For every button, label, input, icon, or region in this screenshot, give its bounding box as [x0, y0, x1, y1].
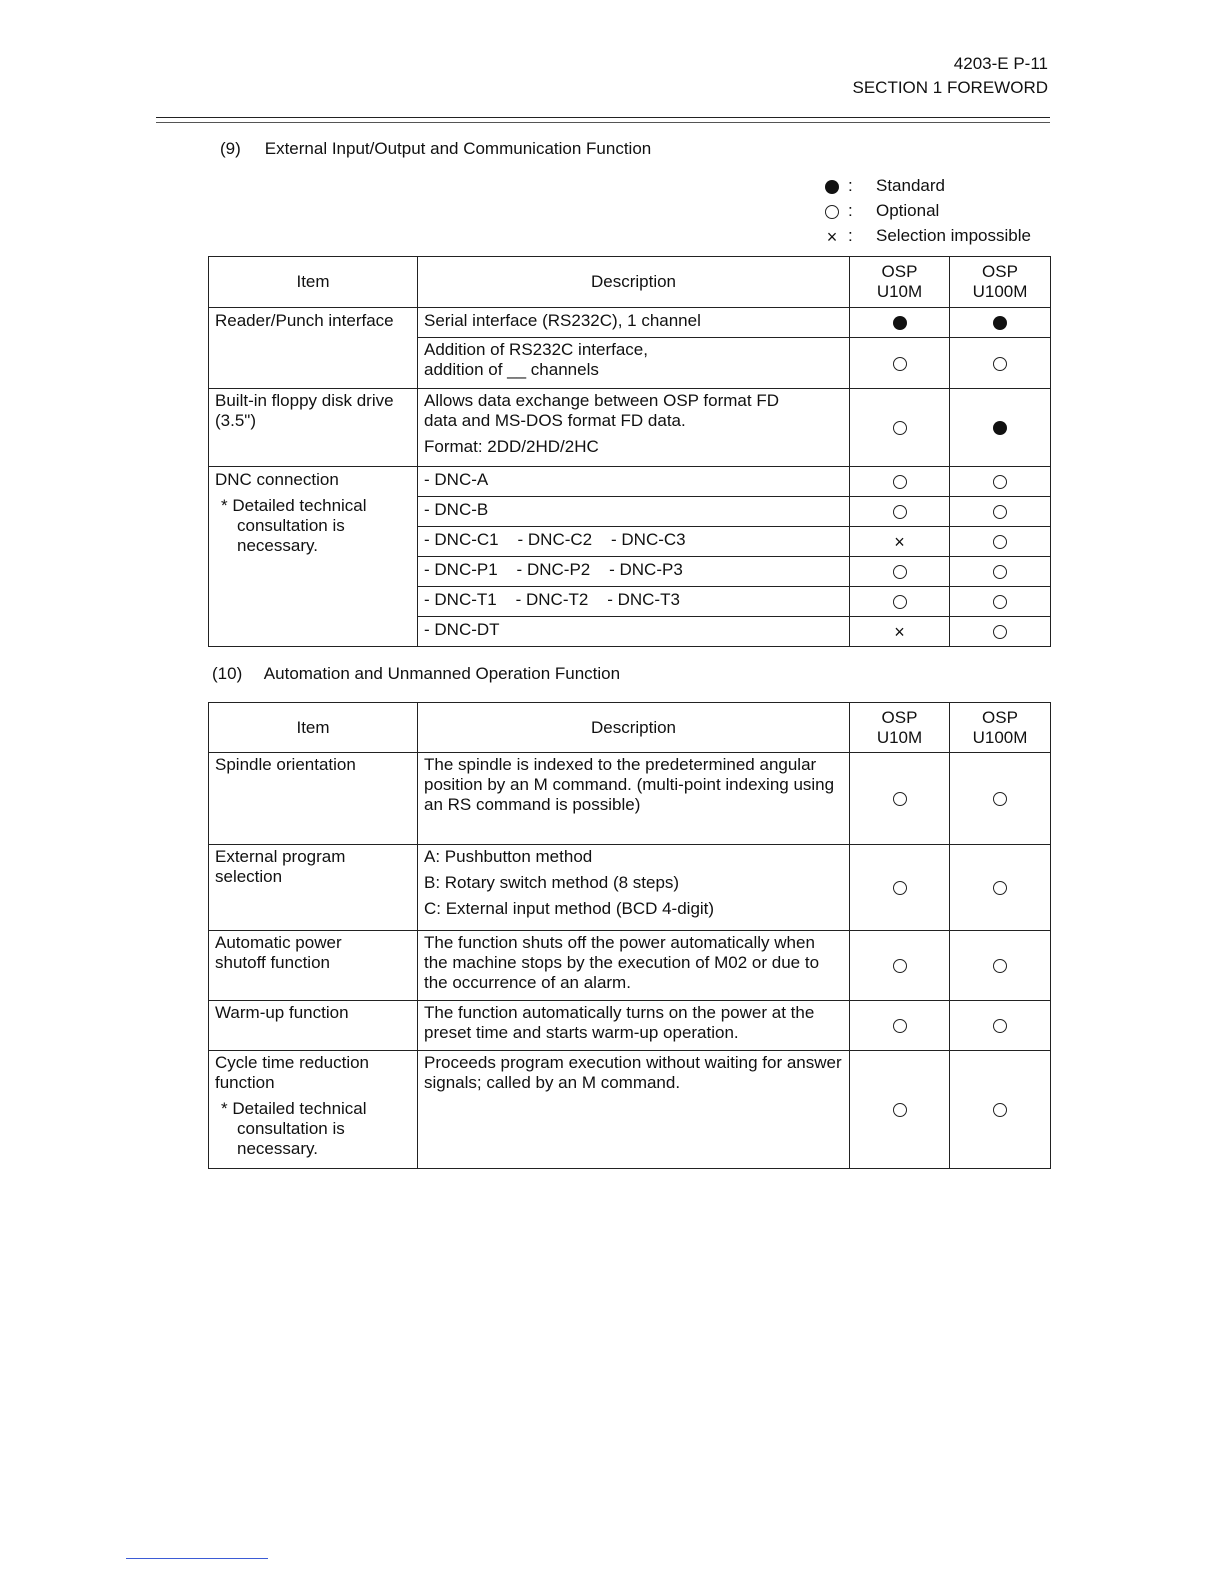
u100m-cell [950, 527, 1051, 557]
table-row [209, 467, 1051, 497]
description-cell: The function automatically turns on the power at the preset time and starts warm-up operation. [418, 1001, 850, 1051]
technical-note: * Detailed technical consultation is necessary. [221, 1099, 367, 1158]
open-circle-icon [893, 1019, 907, 1033]
x-mark-icon: × [894, 622, 905, 643]
table-header-row [209, 703, 1051, 753]
filled-circle-icon [993, 316, 1007, 330]
open-circle-icon [893, 959, 907, 973]
automation-table [208, 702, 1051, 1169]
section-10-number: (10) [212, 664, 243, 683]
open-circle-icon [993, 595, 1007, 609]
section-heading: SECTION 1 FOREWORD [852, 78, 1048, 97]
u10m-cell [850, 1051, 950, 1169]
item-cell: DNC connection * Detailed technical consultation is necessary. [209, 467, 418, 647]
x-mark-icon: × [894, 532, 905, 553]
legend-label: Selection impossible [876, 226, 1031, 245]
u10m-cell [850, 467, 950, 497]
u100m-cell [950, 587, 1051, 617]
item-cell: External program selection [209, 845, 418, 931]
header-description: Description [418, 257, 850, 308]
u100m-cell [950, 467, 1051, 497]
open-circle-icon [893, 421, 907, 435]
table-row [209, 1001, 1051, 1051]
table-header-row [209, 257, 1051, 308]
open-circle-icon [993, 475, 1007, 489]
u10m-cell [850, 753, 950, 845]
table-row [209, 389, 1051, 467]
open-circle-icon [993, 1103, 1007, 1117]
section-9-title [220, 139, 651, 159]
u100m-cell [950, 338, 1051, 389]
legend-label: Optional [876, 201, 940, 220]
description-cell: The spindle is indexed to the predetermined angular position by an M command. (multi-point indexing using an RS command is possible) [418, 753, 850, 845]
u100m-cell [950, 389, 1051, 467]
filled-circle-icon [993, 421, 1007, 435]
header-description: Description [418, 703, 850, 753]
table-row [209, 308, 1051, 338]
item-cell: Built-in floppy disk drive (3.5") [209, 389, 418, 467]
legend-impossible: × : Selection impossible [822, 223, 1031, 248]
description-cell: The function shuts off the power automatically when the machine stops by the execution of M02 or due to the occurrence of an alarm. [418, 931, 850, 1001]
u10m-cell [850, 931, 950, 1001]
header-rule [156, 117, 1050, 118]
item-cell: Cycle time reduction function * Detailed technical consultation is necessary. [209, 1051, 418, 1169]
technical-note: * Detailed technical consultation is necessary. [221, 496, 367, 555]
section-10-title-text: Automation and Unmanned Operation Function [263, 664, 621, 683]
legend-standard: : Standard [822, 173, 1031, 198]
filled-circle-icon [893, 316, 907, 330]
u100m-cell [950, 1051, 1051, 1169]
open-circle-icon [893, 505, 907, 519]
u10m-cell [850, 527, 950, 557]
header-item: Item [209, 703, 418, 753]
table-row [209, 931, 1051, 1001]
item-cell: Warm-up function [209, 1001, 418, 1051]
u100m-cell [950, 557, 1051, 587]
legend-optional: : Optional [822, 198, 1031, 223]
open-circle-icon [993, 959, 1007, 973]
u100m-cell [950, 617, 1051, 647]
header-osp-u10m: OSP U10M [850, 257, 950, 308]
table-row [209, 1051, 1051, 1169]
header-osp-u10m: OSP U10M [850, 703, 950, 753]
description-cell: - DNC-C1 - DNC-C2 - DNC-C3 [418, 527, 850, 557]
open-circle-icon [993, 1019, 1007, 1033]
open-circle-icon [893, 357, 907, 371]
open-circle-icon [993, 535, 1007, 549]
header-osp-u100m: OSP U100M [950, 703, 1051, 753]
u10m-cell [850, 845, 950, 931]
u10m-cell [850, 497, 950, 527]
u10m-cell [850, 557, 950, 587]
document-id: 4203-E P-11 [953, 54, 1048, 73]
header-item: Item [209, 257, 418, 308]
open-circle-icon [993, 505, 1007, 519]
open-circle-icon [993, 357, 1007, 371]
item-cell: Automatic power shutoff function [209, 931, 418, 1001]
description-cell: - DNC-T1 - DNC-T2 - DNC-T3 [418, 587, 850, 617]
table-row [209, 753, 1051, 845]
symbol-legend [822, 173, 1031, 248]
io-communication-table [208, 256, 1051, 647]
u100m-cell [950, 308, 1051, 338]
header-osp-u100m: OSP U100M [950, 257, 1051, 308]
section-10-title [212, 664, 620, 684]
x-mark-icon: × [826, 226, 838, 247]
u100m-cell [950, 753, 1051, 845]
u100m-cell [950, 931, 1051, 1001]
filled-circle-icon [825, 180, 839, 194]
open-circle-icon [893, 595, 907, 609]
description-cell: Proceeds program execution without waiting for answer signals; called by an M command. [418, 1051, 850, 1169]
header-rule-thin [156, 122, 1050, 123]
description-cell: Allows data exchange between OSP format FD data and MS-DOS format FD data. Format: 2DD/2HD/2HC [418, 389, 850, 467]
open-circle-icon [825, 205, 839, 219]
item-cell: Spindle orientation [209, 753, 418, 845]
legend-label: Standard [876, 176, 945, 195]
description-cell: Addition of RS232C interface, addition of __ channels [418, 338, 850, 389]
u100m-cell [950, 1001, 1051, 1051]
page-header [852, 52, 1048, 100]
open-circle-icon [993, 625, 1007, 639]
section-9-title-text: External Input/Output and Communication Function [264, 139, 652, 158]
description-cell: A: Pushbutton method B: Rotary switch method (8 steps) C: External input method (BCD 4-digit) [418, 845, 850, 931]
u100m-cell [950, 845, 1051, 931]
open-circle-icon [893, 881, 907, 895]
open-circle-icon [993, 881, 1007, 895]
open-circle-icon [893, 565, 907, 579]
open-circle-icon [893, 1103, 907, 1117]
u10m-cell [850, 308, 950, 338]
u100m-cell [950, 497, 1051, 527]
item-cell: Reader/Punch interface [209, 308, 418, 389]
open-circle-icon [893, 475, 907, 489]
description-cell: - DNC-DT [418, 617, 850, 647]
description-cell: - DNC-P1 - DNC-P2 - DNC-P3 [418, 557, 850, 587]
open-circle-icon [993, 565, 1007, 579]
description-cell: - DNC-B [418, 497, 850, 527]
table-row [209, 845, 1051, 931]
section-9-number: (9) [220, 139, 241, 158]
description-cell: Serial interface (RS232C), 1 channel [418, 308, 850, 338]
open-circle-icon [993, 792, 1007, 806]
open-circle-icon [893, 792, 907, 806]
footer-underline [126, 1558, 268, 1559]
u10m-cell [850, 587, 950, 617]
u10m-cell [850, 1001, 950, 1051]
description-cell: - DNC-A [418, 467, 850, 497]
u10m-cell [850, 617, 950, 647]
u10m-cell [850, 389, 950, 467]
u10m-cell [850, 338, 950, 389]
